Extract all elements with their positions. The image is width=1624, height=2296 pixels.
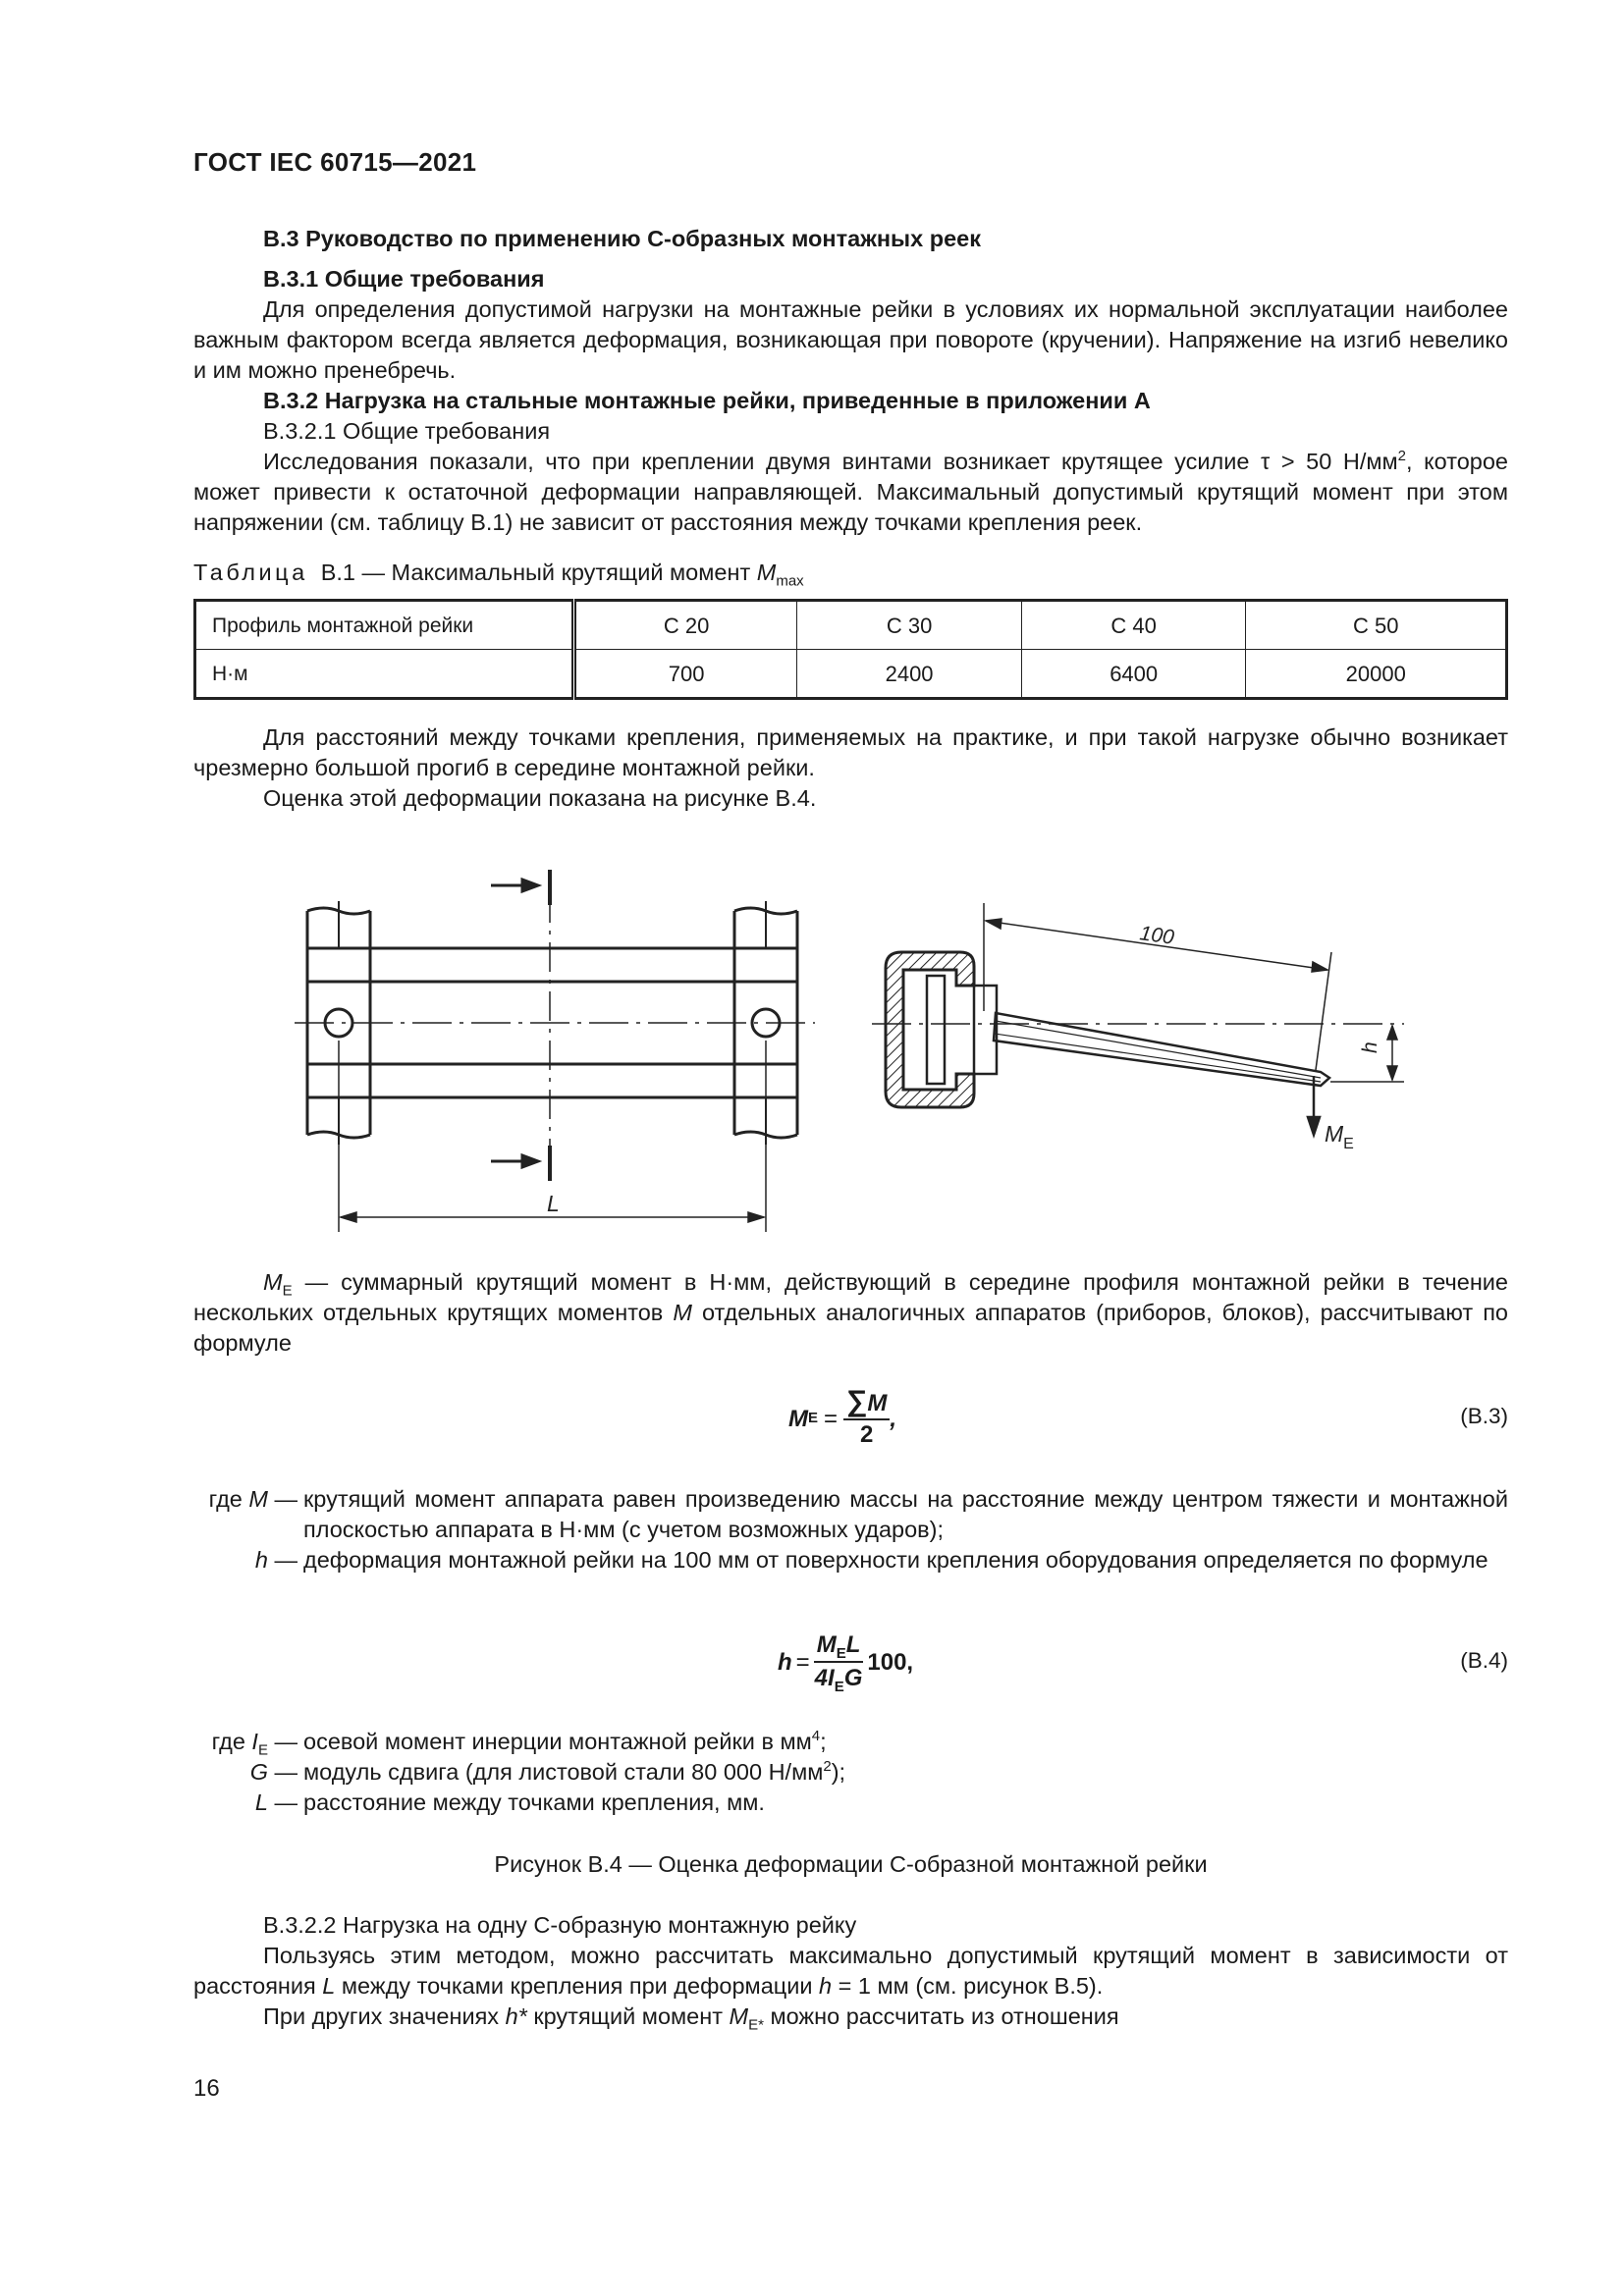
section-marker-top — [491, 870, 550, 905]
label-l: L — [547, 1191, 560, 1216]
label-me: $M_E$ — [1325, 1121, 1354, 1152]
table-cell: 700 — [574, 650, 797, 699]
definition-row: где M — крутящий момент аппарата равен произведению массы на расстояние между центром тяжести и монтажной плоскостью аппарата в Н·мм (с учетом возможных ударов); — [208, 1486, 1508, 1542]
definitions-list-1 — [193, 1484, 1508, 1575]
me-definition — [193, 1267, 1508, 1359]
subsection-b31-text: Для определения допустимой нагрузки на монтажные рейки в условиях их нормальной эксплуатации наиболее важным фактором всегда является деформация, возникающая при повороте (кручении). Напряжение на изгиб невелико и им можно пренебречь. — [193, 296, 1508, 383]
table-cell: С 40 — [1021, 601, 1246, 650]
paragraph: При других значениях h* крутящий момент $M_{E*}$ можно рассчитать из отношения — [263, 2003, 1119, 2034]
paragraph: Оценка этой деформации показана на рисунке В.4. — [263, 785, 817, 811]
subsection-b32-title: В.3.2 Нагрузка на стальные монтажные рейки, приведенные в приложении А — [263, 388, 1151, 413]
formula-b3: M E = $\frac{\sum M}{2}$ , — [788, 1385, 897, 1448]
label-100: 100 — [1138, 922, 1176, 949]
section-marker-bottom — [491, 1146, 550, 1181]
page-number: 16 — [193, 2075, 220, 2102]
table-header-row — [195, 601, 1507, 650]
standard-header: ГОСТ IEC 60715—2021 — [193, 147, 477, 177]
table-row — [195, 650, 1507, 699]
table-cell: 6400 — [1021, 650, 1246, 699]
definition-row: h — деформация монтажной рейки на 100 мм от поверхности крепления оборудования определяется по формуле — [254, 1547, 1489, 1573]
rail-deformation-figure — [0, 844, 1624, 1256]
table-cell: Н·м — [195, 650, 574, 699]
definition-row: G — модуль сдвига (для листовой стали 80 000 $Н/мм^2$); — [249, 1758, 846, 1785]
subsection-b322 — [193, 1910, 1508, 2032]
section-title: В.3 Руководство по применению С-образных монтажных реек — [263, 226, 981, 251]
table-cell: 20000 — [1246, 650, 1507, 699]
table-cell: С 30 — [797, 601, 1022, 650]
subsection-b321-title: В.3.2.1 Общие требования — [263, 418, 551, 444]
subsection-b322-title: В.3.2.2 Нагрузка на одну С-образную монтажную рейку — [263, 1912, 857, 1938]
definition-row: L — расстояние между точками крепления, мм. — [254, 1789, 765, 1815]
formula-b4: h = $M_EL$ $4I_EG$ 100, — [778, 1631, 914, 1695]
subsection-b31-title: В.3.1 Общие требования — [263, 266, 545, 292]
definition-row: где $I_E$ — осевой момент инерции монтажной рейки в $мм^4$; — [211, 1728, 827, 1759]
figure-caption: Рисунок В.4 — Оценка деформации С-образной монтажной рейки — [494, 1851, 1208, 1877]
paragraph: Пользуясь этим методом, можно рассчитать максимально допустимый крутящий момент в зависимости от расстояния L между точками крепления при деформации h = 1 мм (см. рисунок В.5). — [193, 1943, 1508, 1999]
formula-number-b4: (В.4) — [1460, 1648, 1508, 1673]
subsection-b321-text: Исследования показали, что при креплении двумя винтами возникает крутящее усилие τ > 50 $Н/мм^2$, которое может привести к остаточной деформации направляющей. Максимальный допустимый крутящий момент при этом напряжении (см. таблицу В.1) не зависит от расстояния между точками крепления реек. — [193, 448, 1508, 535]
rail-cross-section — [886, 952, 1329, 1107]
after-table-text — [193, 722, 1508, 814]
table-cell: С 20 — [574, 601, 797, 650]
torque-table — [193, 599, 1508, 700]
label-h: h — [1359, 1041, 1381, 1053]
formula-number-b3: (В.3) — [1460, 1404, 1508, 1428]
dimension-h — [1387, 1026, 1397, 1080]
table-caption: Таблица В.1 — Максимальный крутящий момент $M_{max}$ — [193, 560, 804, 590]
table-cell: Профиль монтажной рейки — [195, 601, 574, 650]
table-cell: 2400 — [797, 650, 1022, 699]
table-cell: С 50 — [1246, 601, 1507, 650]
paragraph: Для расстояний между точками крепления, применяемых на практике, и при такой нагрузке обычно возникает чрезмерно большой прогиб в середине монтажной рейки. — [193, 724, 1508, 780]
paragraph: $M_E$ — суммарный крутящий момент в Н·мм, действующий в середине профиля монтажной рейки в течение нескольких отдельных крутящих моментов M отдельных аналогичных аппаратов (приборов, блоков), рассчитывают по формуле — [193, 1269, 1508, 1356]
section-b3 — [193, 224, 1508, 538]
definitions-list-2 — [193, 1727, 1508, 1818]
